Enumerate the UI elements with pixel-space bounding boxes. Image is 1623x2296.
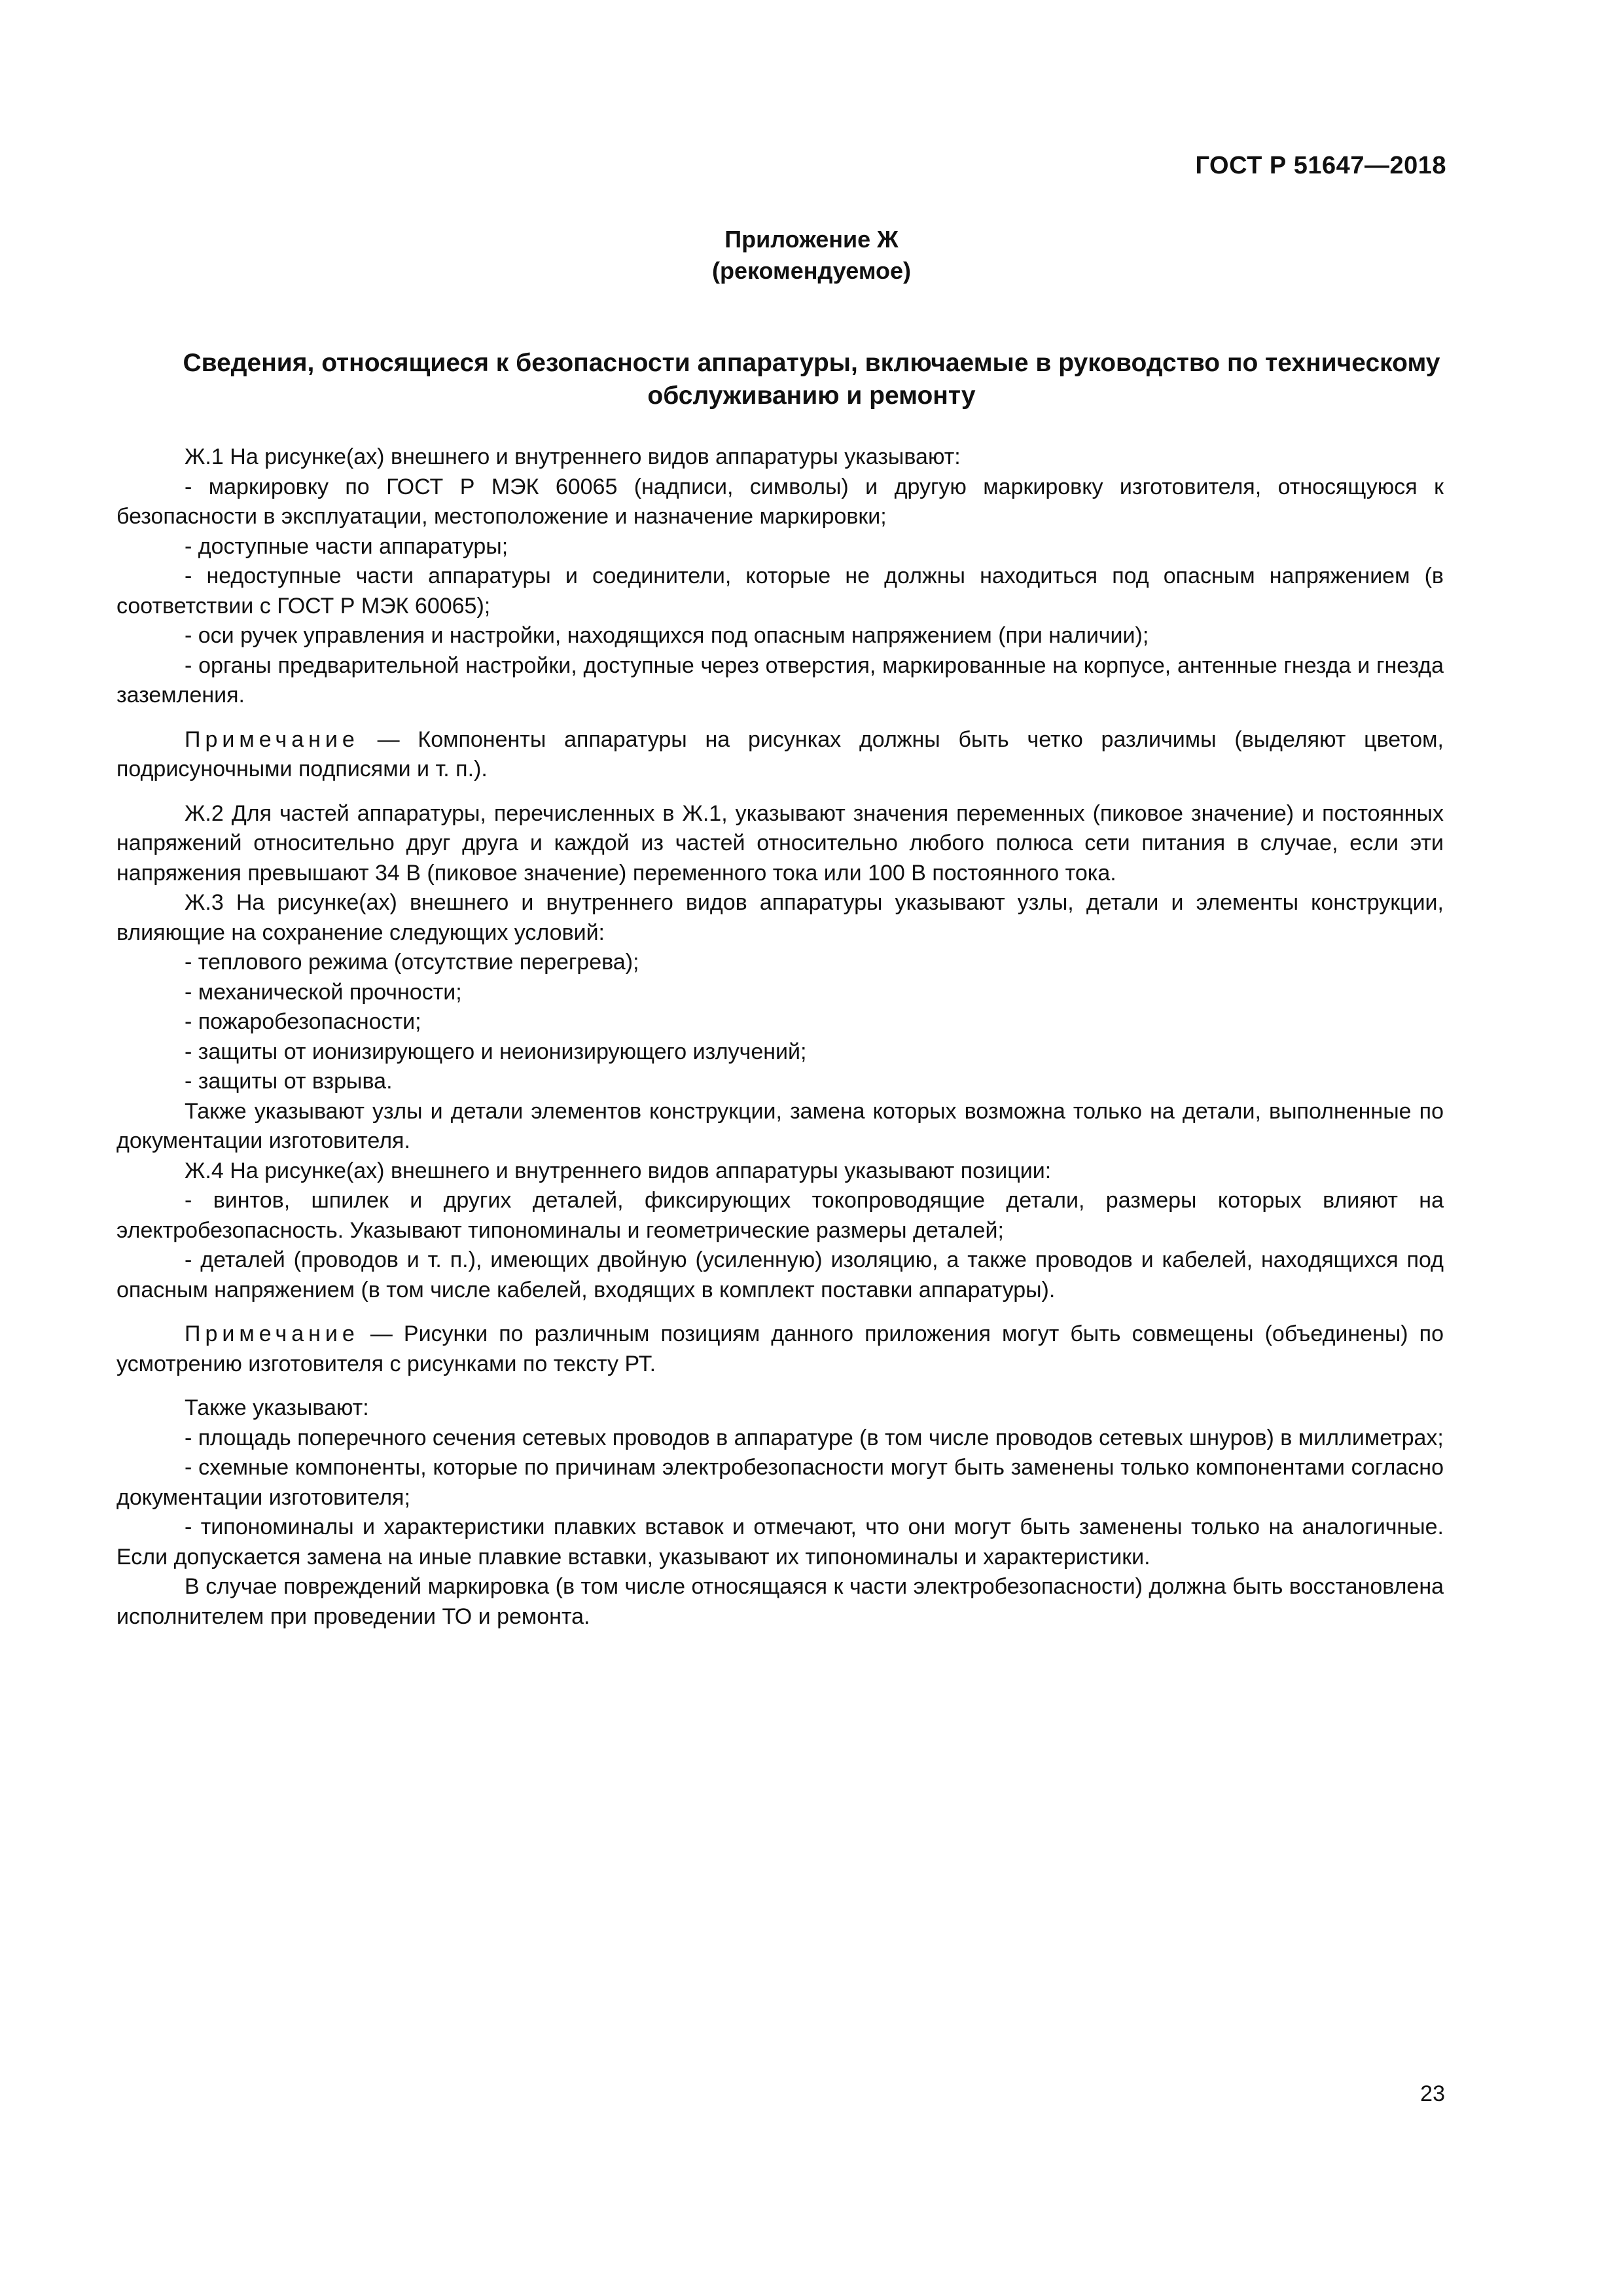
note-label: Примечание bbox=[185, 1321, 359, 1346]
appendix-heading bbox=[0, 224, 1623, 287]
page-number: 23 bbox=[1420, 2081, 1445, 2106]
paragraph: Ж.2 Для частей аппаратуры, перечисленных в Ж.1, указывают значения переменных (пиковое значение) и постоянных напряжений относительно друг друга и каждой из частей относительно любого полюса сети питания в случае, если эти напряжения превышают 34 В (пиковое значение) переменного тока или 100 В постоянного тока. bbox=[116, 800, 1444, 886]
list-item: - недоступные части аппаратуры и соединители, которые не должны находиться под опасным напряжением (в соответствии с ГОСТ Р МЭК 60065); bbox=[116, 564, 1444, 619]
list-item: - защиты от взрыва. bbox=[185, 1069, 393, 1094]
paragraph: Также указывают: bbox=[185, 1395, 369, 1420]
paragraph: Ж.3 На рисунке(ах) внешнего и внутреннего видов аппаратуры указывают узлы, детали и элементы конструкции, влияющие на сохранение следующих условий: bbox=[116, 890, 1444, 945]
list-item: - маркировку по ГОСТ Р МЭК 60065 (надписи, символы) и другую маркировку изготовителя, относящуюся к безопасности в эксплуатации, местоположение и назначение маркировки; bbox=[116, 474, 1444, 529]
paragraph: Ж.4 На рисунке(ах) внешнего и внутреннего видов аппаратуры указывают позиции: bbox=[185, 1158, 1052, 1183]
list-item: - пожаробезопасности; bbox=[185, 1009, 421, 1034]
list-item: - защиты от ионизирующего и неионизирующего излучений; bbox=[185, 1039, 807, 1064]
list-item: - доступные части аппаратуры; bbox=[185, 533, 508, 559]
paragraph: Также указывают узлы и детали элементов конструкции, замена которых возможна только на детали, выполненные по документации изготовителя. bbox=[116, 1098, 1444, 1153]
note bbox=[116, 725, 1444, 785]
list-item: - механической прочности; bbox=[185, 979, 462, 1005]
list-item: - винтов, шпилек и других деталей, фиксирующих токопроводящие детали, размеры которых влияют на электробезопасность. Указывают типономиналы и геометрические размеры деталей; bbox=[116, 1188, 1444, 1243]
note-text: — Компоненты аппаратуры на рисунках должны быть четко различимы (выделяют цветом, подрисуночными подписями и т. п.). bbox=[116, 726, 1444, 781]
list-item: - теплового режима (отсутствие перегрева); bbox=[185, 950, 639, 975]
list-item: - площадь поперечного сечения сетевых проводов в аппаратуре (в том числе проводов сетевых шнуров) в миллиметрах; bbox=[185, 1425, 1444, 1450]
list-item: - оси ручек управления и настройки, находящихся под опасным напряжением (при наличии); bbox=[185, 623, 1149, 648]
list-item: - схемные компоненты, которые по причинам электробезопасности могут быть заменены только компонентами согласно документации изготовителя; bbox=[116, 1455, 1444, 1510]
paragraph: В случае повреждений маркировка (в том числе относящаяся к части электробезопасности) должна быть восстановлена исполнителем при проведении ТО и ремонта. bbox=[116, 1574, 1444, 1629]
note-label: Примечание bbox=[185, 726, 359, 752]
appendix-status: (рекомендуемое) bbox=[712, 257, 911, 284]
note-text: — Рисунки по различным позициям данного приложения могут быть совмещены (объединены) по усмотрению изготовителя с рисунками по тексту РТ. bbox=[116, 1321, 1444, 1376]
list-item: - деталей (проводов и т. п.), имеющих двойную (усиленную) изоляцию, а также проводов и кабелей, находящихся под опасным напряжением (в том числе кабелей, входящих в комплект поставки аппаратуры). bbox=[116, 1247, 1444, 1302]
document-code: ГОСТ Р 51647—2018 bbox=[1195, 152, 1446, 179]
document-body bbox=[116, 442, 1444, 1632]
appendix-title: Приложение Ж bbox=[724, 226, 899, 253]
list-item: - типономиналы и характеристики плавких вставок и отмечают, что они могут быть заменены только на аналогичные. Если допускается замена на иные плавкие вставки, указывают их типономиналы и характеристики. bbox=[116, 1515, 1444, 1570]
paragraph: Ж.1 На рисунке(ах) внешнего и внутреннего видов аппаратуры указывают: bbox=[185, 444, 961, 469]
note bbox=[116, 1319, 1444, 1379]
section-title: Сведения, относящиеся к безопасности аппаратуры, включаемые в руководство по техническому обслуживанию и ремонту bbox=[183, 349, 1440, 410]
list-item: - органы предварительной настройки, доступные через отверстия, маркированные на корпусе, антенные гнезда и гнезда заземления. bbox=[116, 653, 1444, 708]
